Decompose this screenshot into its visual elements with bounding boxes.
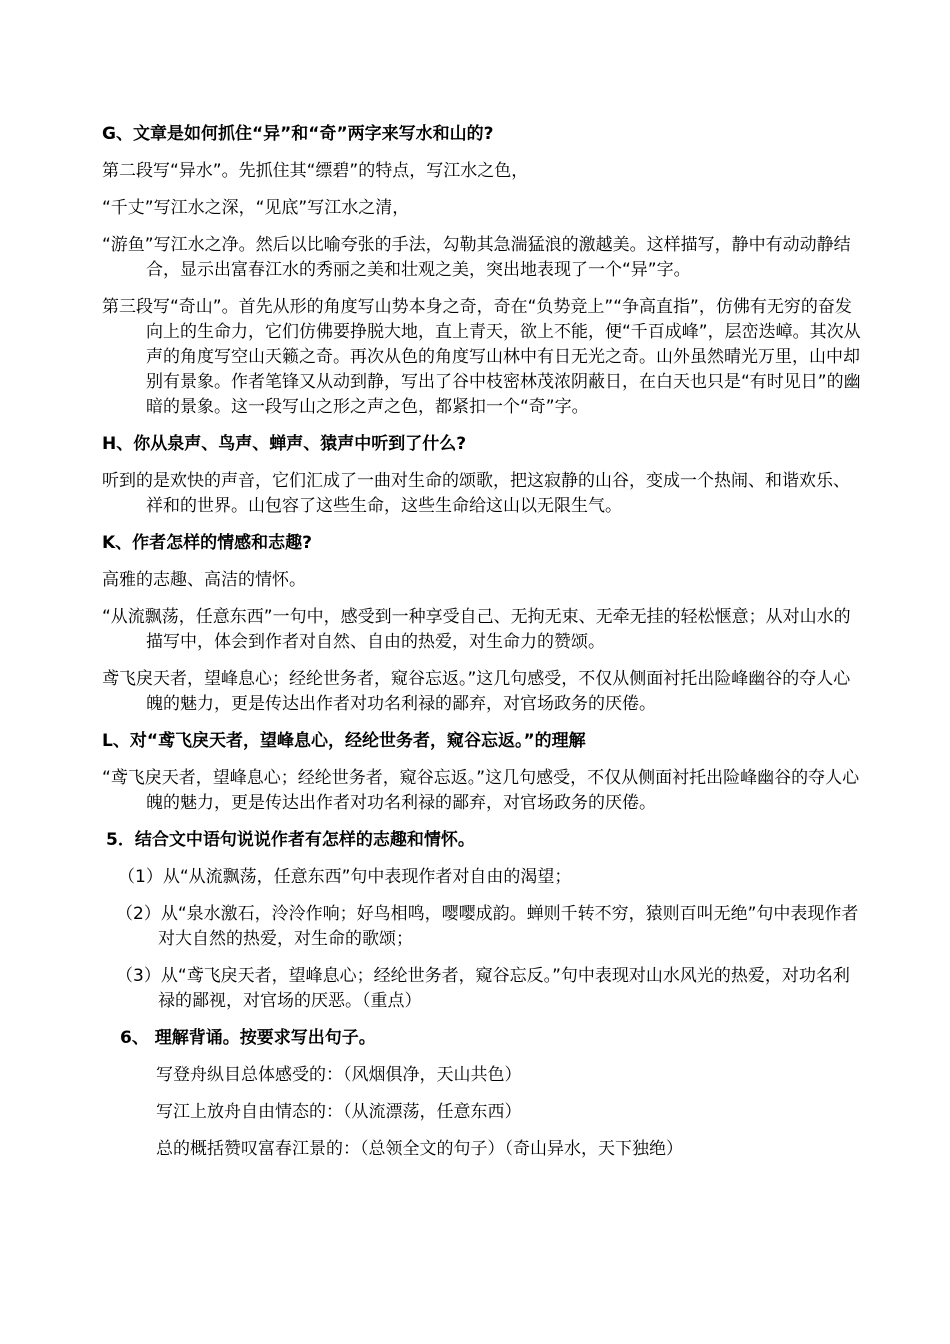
- question-h: H、你从泉声、鸟声、蝉声、猿声中听到了什么?: [102, 434, 467, 454]
- answer-paragraph: 鸢飞戾天者，望峰息心；经纶世务者，窥谷忘返。”这几句感受，不仅从侧面衬托出险峰幽谷的夺人心魄的魅力，更是传达出作者对功名利禄的鄙弃，对官场政务的厌倦。: [102, 669, 851, 714]
- fill-line: 写登舟纵目总体感受的：（风烟俱净，天山共色）: [156, 1065, 522, 1085]
- answer-line: 第二段写“异水”。先抓住其“缥碧”的特点，写江水之色，: [102, 161, 529, 181]
- question-g: G、文章是如何抓住“异”和“奇”两字来写水和山的?: [102, 124, 494, 144]
- sub-item-2: （2）从“泉水激石，泠泠作响；好鸟相鸣，嘤嘤成韵。蝉则千转不穷，猿则百叫无绝”句中表现作者对大自然的热爱，对生命的歌颂；: [116, 904, 859, 949]
- answer-line: 高雅的志趣、高洁的情怀。: [102, 570, 306, 590]
- answer-paragraph: 听到的是欢快的声音，它们汇成了一曲对生命的颂歌，把这寂静的山谷，变成一个热闹、和谐欢乐、祥和的世界。山包容了这些生命，这些生命给这山以无限生气。: [102, 471, 850, 516]
- sub-item-3: （3）从“鸢飞戾天者，望峰息心；经纶世务者，窥谷忘反。”句中表现对山水风光的热爱，对功名利禄的鄙视，对官场的厌恶。（重点）: [116, 966, 850, 1011]
- answer-paragraph: “游鱼”写江水之净。然后以比喻夸张的手法，勾勒其急湍猛浪的激越美。这样描写，静中有动动静结合，显示出富春江水的秀丽之美和壮观之美，突出地表现了一个“异”字。: [102, 235, 851, 280]
- question-k: K、作者怎样的情感和志趣?: [102, 533, 313, 553]
- fill-line: 总的概括赞叹富春江景的：（总领全文的句子）（奇山异水，天下独绝）: [156, 1139, 683, 1159]
- answer-line: “千丈”写江水之深，“见底”写江水之清，: [102, 198, 410, 218]
- item-5-heading: 5．结合文中语句说说作者有怎样的志趣和情怀。: [106, 830, 475, 850]
- question-l: L、对“鸢飞戾天者，望峰息心，经纶世务者，窥谷忘返。”的理解: [102, 731, 586, 751]
- document-body: [102, 122, 864, 1174]
- fill-line: 写江上放舟自由情态的：（从流漂荡，任意东西）: [156, 1102, 522, 1122]
- answer-paragraph: 第三段写“奇山”。首先从形的角度写山势本身之奇，奇在“负势竞上”“争高直指”，仿佛有无穷的奋发向上的生命力，它们仿佛要挣脱大地，直上青天，欲上不能，便“千百成峰”，层峦迭嶂。其次从声的角度写空山天籁之奇。再次从色的角度写山林中有日无光之奇。山外虽然晴光万里，山中却别有景象。作者笔锋又从动到静，写出了谷中枝密林茂浓阴蔽日，在白天也只是“有时见日”的幽暗的景象。这一段写山之形之声之色，都紧扣一个“奇”字。: [102, 297, 861, 417]
- item-6-heading: 6、 理解背诵。按要求写出句子。: [120, 1028, 376, 1048]
- answer-paragraph: “鸢飞戾天者，望峰息心；经纶世务者，窥谷忘返。”这几句感受，不仅从侧面衬托出险峰幽谷的夺人心魄的魅力，更是传达出作者对功名利禄的鄙弃，对官场政务的厌倦。: [102, 768, 860, 813]
- answer-paragraph: “从流飘荡，任意东西”一句中，感受到一种享受自己、无拘无束、无牵无挂的轻松惬意；从对山水的描写中，体会到作者对自然、自由的热爱，对生命力的赞颂。: [102, 607, 851, 652]
- sub-item-1: （1）从“从流飘荡，任意东西”句中表现作者对自由的渴望；: [118, 867, 572, 887]
